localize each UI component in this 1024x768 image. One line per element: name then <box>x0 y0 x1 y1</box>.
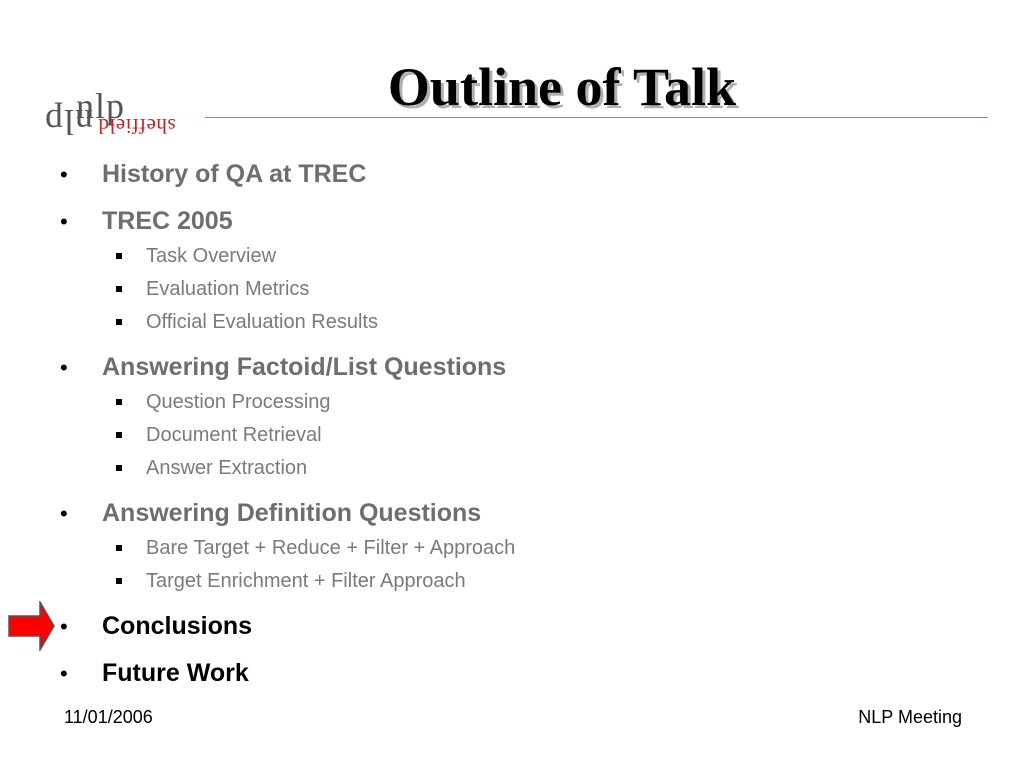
outline-subitem <box>60 452 960 485</box>
logo-sheffield-text: sheffield <box>98 114 176 138</box>
square-bullet-icon <box>116 399 122 405</box>
square-bullet-icon <box>116 253 122 259</box>
outline-item-label: Future Work <box>102 659 249 687</box>
outline-subitem <box>60 532 960 565</box>
footer-date: 11/01/2006 <box>64 707 153 727</box>
bullet-dot-icon: • <box>60 614 68 639</box>
outline-item <box>60 655 960 692</box>
outline-subitem-label: Target Enrichment + Filter Approach <box>146 570 466 592</box>
bullet-dot-icon: • <box>60 209 68 234</box>
square-bullet-icon <box>116 432 122 438</box>
current-section-arrow-icon <box>8 601 56 651</box>
outline-subitem <box>60 306 960 339</box>
logo-nlp-flipped-text: nlp <box>44 102 94 142</box>
title-divider <box>205 117 988 118</box>
bullet-dot-icon: • <box>60 661 68 686</box>
outline-subitem <box>60 386 960 419</box>
outline-item <box>60 156 960 193</box>
outline-subitem <box>60 565 960 598</box>
square-bullet-icon <box>116 578 122 584</box>
footer-event: NLP Meeting <box>858 707 962 727</box>
outline-subitem-label: Document Retrieval <box>146 424 322 446</box>
outline-item <box>60 203 960 240</box>
outline-item <box>60 608 960 645</box>
square-bullet-icon <box>116 545 122 551</box>
outline-subitem-label: Task Overview <box>146 245 277 267</box>
outline-subitem-label: Bare Target + Reduce + Filter + Approach <box>146 537 516 559</box>
square-bullet-icon <box>116 465 122 471</box>
outline-item <box>60 349 960 386</box>
outline-subitem-label: Answer Extraction <box>146 457 308 479</box>
outline-subitem-label: Question Processing <box>146 391 331 413</box>
square-bullet-icon <box>116 319 122 325</box>
outline-item-label: Conclusions <box>102 612 253 640</box>
outline-subitem <box>60 273 960 306</box>
outline-item-label: Answering Factoid/List Questions <box>102 353 507 381</box>
outline-subitem <box>60 240 960 273</box>
logo-nlp-text: nlp <box>76 86 126 126</box>
outline-subitem-label: Evaluation Metrics <box>146 278 310 300</box>
square-bullet-icon <box>116 286 122 292</box>
bullet-dot-icon: • <box>60 162 68 187</box>
outline-list <box>60 156 960 692</box>
slide-title: Outline of Talk <box>387 57 737 117</box>
outline-subitem <box>60 419 960 452</box>
outline-item <box>60 495 960 532</box>
bullet-dot-icon: • <box>60 501 68 526</box>
outline-item-label: TREC 2005 <box>102 207 233 235</box>
outline-item-label: Answering Definition Questions <box>102 499 482 527</box>
bullet-dot-icon: • <box>60 355 68 380</box>
outline-subitem-label: Official Evaluation Results <box>146 311 378 333</box>
outline-item-label: History of QA at TREC <box>102 160 367 188</box>
